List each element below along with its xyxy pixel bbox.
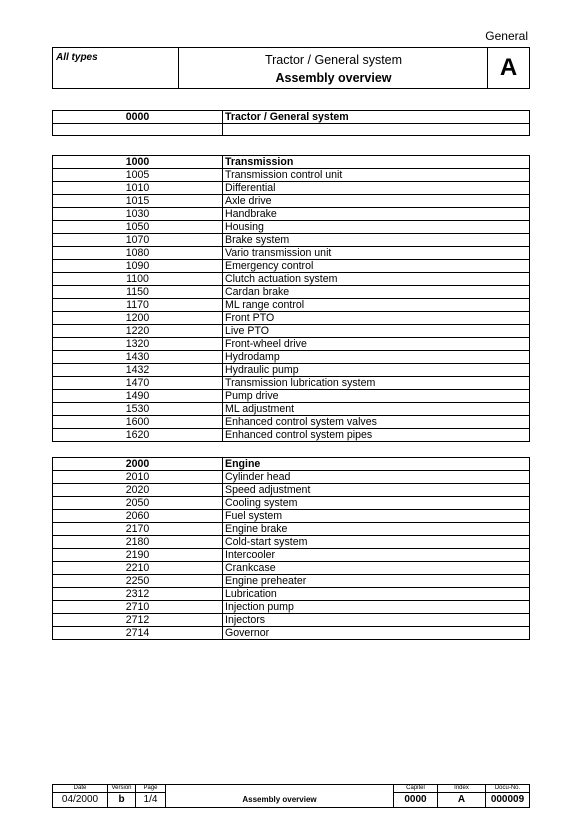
assembly-code: 1150 [53, 286, 223, 299]
document-subtitle: Assembly overview [275, 71, 392, 85]
table-row [53, 182, 530, 195]
assembly-name: Engine preheater [223, 575, 530, 588]
assembly-name: Fuel system [223, 510, 530, 523]
table-row [53, 614, 530, 627]
assembly-name: Axle drive [223, 195, 530, 208]
assembly-code: 2020 [53, 484, 223, 497]
assembly-code: 1220 [53, 325, 223, 338]
assembly-code: 2210 [53, 562, 223, 575]
group-code: 1000 [53, 156, 223, 169]
footer-capitel [394, 785, 438, 807]
assembly-code: 1600 [53, 416, 223, 429]
table-row [53, 403, 530, 416]
types-cell [53, 48, 179, 88]
table-row [53, 111, 530, 124]
assembly-name: Cold-start system [223, 536, 530, 549]
assembly-name: Transmission lubrication system [223, 377, 530, 390]
table-row [53, 510, 530, 523]
table-row [53, 549, 530, 562]
assembly-code: 1432 [53, 364, 223, 377]
assembly-code: 2190 [53, 549, 223, 562]
table-row [53, 429, 530, 442]
table-row [53, 575, 530, 588]
assembly-name: Front-wheel drive [223, 338, 530, 351]
footer-version [108, 785, 136, 807]
assembly-name: Housing [223, 221, 530, 234]
footer-docu-label: Docu-No. [486, 785, 529, 793]
footer-page-value: 1/4 [143, 794, 158, 805]
group-table-engine [52, 457, 530, 640]
assembly-name: Intercooler [223, 549, 530, 562]
table-row [53, 124, 530, 136]
assembly-code: 1620 [53, 429, 223, 442]
assembly-code: 2060 [53, 510, 223, 523]
assembly-name: Enhanced control system pipes [223, 429, 530, 442]
group-code: 0000 [53, 111, 223, 124]
assembly-name: ML adjustment [223, 403, 530, 416]
table-row [53, 588, 530, 601]
assembly-name: Cooling system [223, 497, 530, 510]
footer-docu-no [486, 785, 529, 807]
assembly-code: 1090 [53, 260, 223, 273]
footer-version-value: b [118, 794, 125, 805]
table-row [53, 458, 530, 471]
index-letter: A [487, 48, 529, 88]
assembly-name: Hydrodamp [223, 351, 530, 364]
table-row [53, 627, 530, 640]
assembly-code: 1050 [53, 221, 223, 234]
table-row [53, 247, 530, 260]
assembly-name: Clutch actuation system [223, 273, 530, 286]
table-row [53, 234, 530, 247]
footer-date-value: 04/2000 [61, 794, 99, 805]
assembly-code: 1010 [53, 182, 223, 195]
table-row [53, 601, 530, 614]
footer-docu-value: 000009 [490, 794, 525, 805]
footer-index-label: Index [438, 785, 485, 793]
assembly-name: Vario transmission unit [223, 247, 530, 260]
assembly-name: Live PTO [223, 325, 530, 338]
table-row [53, 484, 530, 497]
table-row [53, 523, 530, 536]
table-row [53, 195, 530, 208]
assembly-code: 2714 [53, 627, 223, 640]
table-row [53, 338, 530, 351]
group-name: Transmission [223, 156, 530, 169]
assembly-code: 1530 [53, 403, 223, 416]
assembly-code: 1100 [53, 273, 223, 286]
footer-doc-title: Assembly overview [166, 785, 394, 807]
table-row [53, 312, 530, 325]
table-row [53, 208, 530, 221]
assembly-code: 1200 [53, 312, 223, 325]
assembly-name: Emergency control [223, 260, 530, 273]
table-row [53, 377, 530, 390]
assembly-code: 1490 [53, 390, 223, 403]
group-name: Engine [223, 458, 530, 471]
assembly-name: Crankcase [223, 562, 530, 575]
assembly-code: 1015 [53, 195, 223, 208]
assembly-code: 1170 [53, 299, 223, 312]
assembly-name: Speed adjustment [223, 484, 530, 497]
assembly-name: Front PTO [223, 312, 530, 325]
footer-page-label: Page [136, 785, 165, 793]
group-table-0000 [52, 110, 530, 136]
table-row [53, 390, 530, 403]
table-row [53, 325, 530, 338]
empty-cell [223, 124, 530, 136]
assembly-code: 1070 [53, 234, 223, 247]
assembly-code: 2312 [53, 588, 223, 601]
table-row [53, 536, 530, 549]
section-label: General [485, 29, 528, 43]
assembly-code: 2710 [53, 601, 223, 614]
table-row [53, 351, 530, 364]
assembly-name: Brake system [223, 234, 530, 247]
assembly-code: 1430 [53, 351, 223, 364]
assembly-name: Governor [223, 627, 530, 640]
footer-index-value: A [457, 794, 466, 805]
table-row [53, 221, 530, 234]
assembly-code: 2010 [53, 471, 223, 484]
table-row [53, 364, 530, 377]
assembly-code: 1080 [53, 247, 223, 260]
group-code: 2000 [53, 458, 223, 471]
footer-page [136, 785, 166, 807]
footer-date [53, 785, 108, 807]
types-label: All types [56, 52, 98, 63]
assembly-name: Lubrication [223, 588, 530, 601]
assembly-code: 1470 [53, 377, 223, 390]
document-title: Tractor / General system [264, 53, 403, 67]
assembly-name: Enhanced control system valves [223, 416, 530, 429]
assembly-code: 2050 [53, 497, 223, 510]
table-row [53, 497, 530, 510]
assembly-name: Injectors [223, 614, 530, 627]
assembly-name: Injection pump [223, 601, 530, 614]
assembly-name: Differential [223, 182, 530, 195]
table-row [53, 562, 530, 575]
footer-version-label: Version [108, 785, 135, 793]
table-row [53, 471, 530, 484]
footer-date-label: Date [53, 785, 107, 793]
assembly-name: Engine brake [223, 523, 530, 536]
footer-capitel-value: 0000 [404, 794, 427, 805]
document-footer [52, 784, 530, 808]
assembly-code: 1320 [53, 338, 223, 351]
assembly-name: Cylinder head [223, 471, 530, 484]
assembly-code: 2250 [53, 575, 223, 588]
group-name: Tractor / General system [223, 111, 530, 124]
group-table-transmission [52, 155, 530, 442]
footer-index [438, 785, 486, 807]
title-cell [179, 48, 488, 88]
table-row [53, 260, 530, 273]
assembly-name: Pump drive [223, 390, 530, 403]
empty-cell [53, 124, 223, 136]
document-header [52, 47, 530, 89]
assembly-name: Transmission control unit [223, 169, 530, 182]
assembly-name: Handbrake [223, 208, 530, 221]
table-row [53, 416, 530, 429]
assembly-code: 2170 [53, 523, 223, 536]
table-row [53, 156, 530, 169]
assembly-code: 2180 [53, 536, 223, 549]
table-row [53, 273, 530, 286]
table-row [53, 299, 530, 312]
assembly-code: 1005 [53, 169, 223, 182]
footer-capitel-label: Capitel [394, 785, 437, 793]
table-row [53, 286, 530, 299]
assembly-name: Hydraulic pump [223, 364, 530, 377]
assembly-code: 2712 [53, 614, 223, 627]
assembly-code: 1030 [53, 208, 223, 221]
assembly-name: Cardan brake [223, 286, 530, 299]
assembly-name: ML range control [223, 299, 530, 312]
table-row [53, 169, 530, 182]
